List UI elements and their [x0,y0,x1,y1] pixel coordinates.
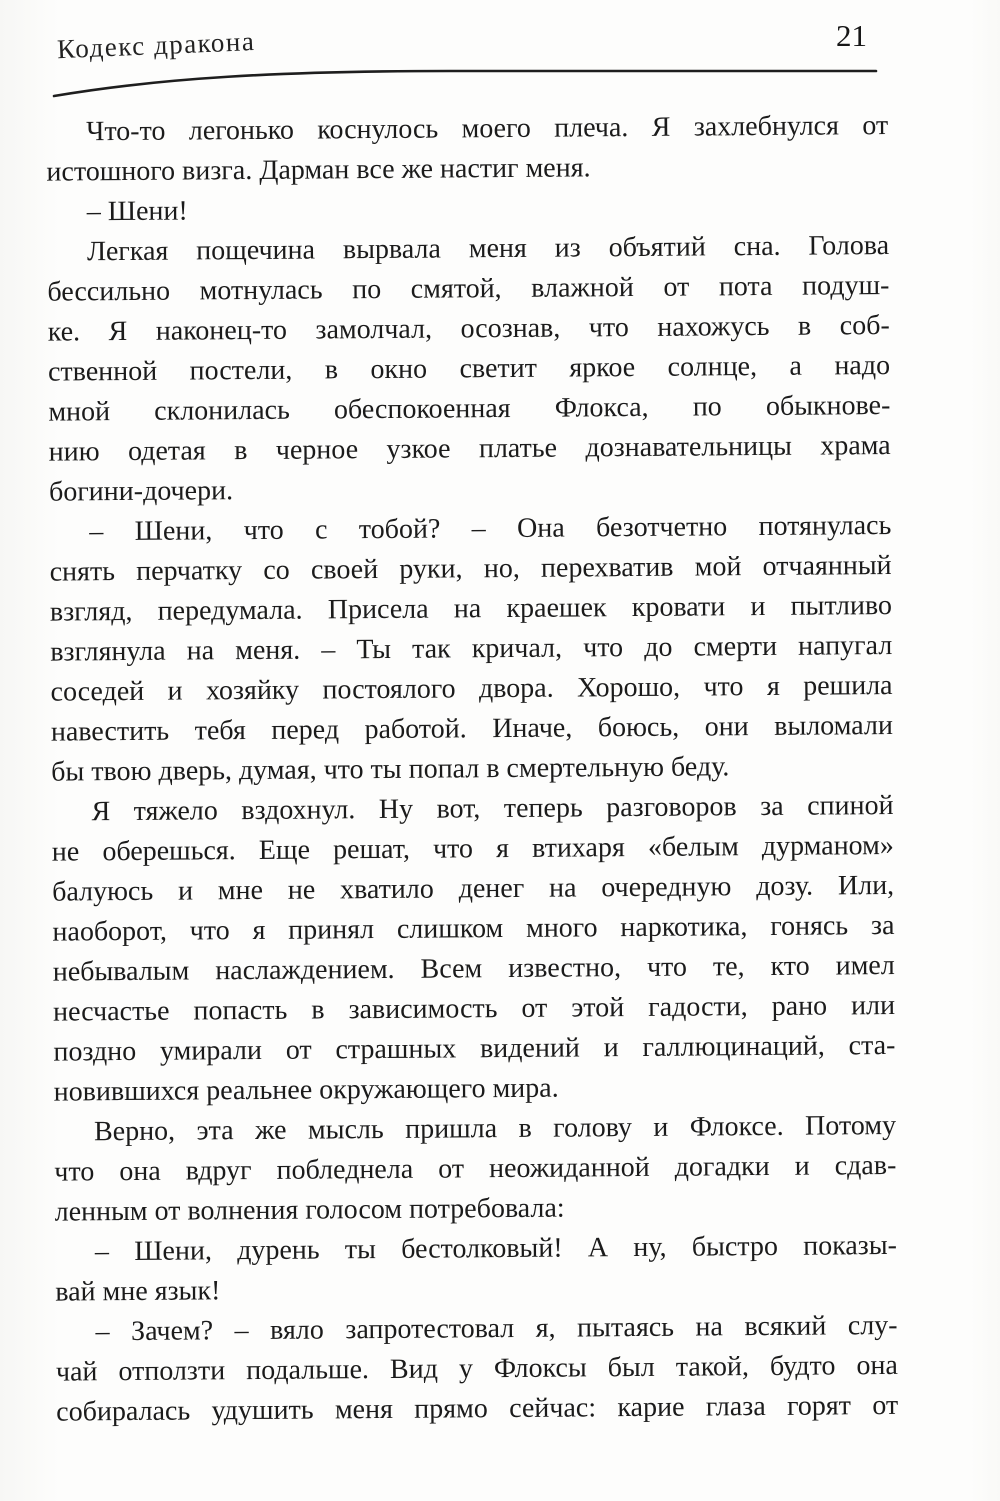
header-rule [50,58,885,100]
text-line: – Шени, дурень ты бестолковый! А ну, быстро показы- [94,1229,898,1268]
text-line: несчастье попасть в зависимость от этой гадости, рано или [52,989,896,1028]
text-line: богини-дочери. [48,475,234,508]
paragraph [55,1306,898,1433]
text-line: Что-то легонько коснулось моего плеча. Я захлебнулся от [86,109,889,148]
paragraph [47,226,891,513]
text-line: ленным от волнения голосом потребовала: [54,1192,565,1228]
text-line: поздно умирали от страшных видений и галлюцинаций, ста- [53,1029,896,1068]
text-line: снять перчатку со своей руки, но, перехватив мой отчаянный [49,549,892,588]
text-line: что она вдруг побледнела от неожиданной догадки и сдав- [54,1149,897,1188]
text-line: Верно, эта же мысль пришла в голову и Флоксе. Потому [93,1109,897,1148]
text-line: новившихся реальнее окружающего мира. [53,1072,559,1108]
paragraph [55,1226,898,1313]
text-line: – Шени! [86,195,188,228]
text-line: вай мне язык! [55,1275,221,1308]
text-line: Я тяжело вздохнул. Ну вот, теперь разговоров за спиной [91,789,894,828]
text-line: взгляд, передумала. Присела на краешек кровати и пытливо [49,589,893,628]
text-line: навестить тебя перед работой. Иначе, боюсь, они выломали [50,709,893,748]
paragraph [46,106,889,193]
text-line: Легкая пощечина вырвала меня из объятий сна. Голова [86,229,890,268]
text-line: истошного визга. Дарман все же настиг меня. [46,152,591,188]
text-line: бы твою дверь, думая, что ты попал в смертельную беду. [51,751,730,788]
paragraph [47,186,889,233]
text-line: – Зачем? – вяло запротестовал я, пытаясь на всякий слу- [95,1309,898,1348]
running-title: Кодекс дракона [56,26,256,65]
text-line: бессильно мотнулась по смятой, влажной от пота подуш- [47,269,890,308]
text-line: мной склонилась обеспокоенная Флокса, по обыкнове- [48,389,891,428]
text-line: взглянула на меня. – Ты так кричал, что до смерти напугал [50,629,893,668]
text-line: соседей и хозяйку постоялого двора. Хорошо, что я решила [50,669,893,708]
paragraph [51,786,895,1113]
text-line: наоборот, что я принял слишком много наркотика, гонясь за [52,909,895,948]
text-line: ке. Я наконец-то замолчал, осознав, что нахожусь в соб- [47,309,890,348]
page-number: 21 [836,18,867,53]
text-line: балуюсь и мне не хватило денег на очередную дозу. Или, [52,869,895,908]
text-line: чай отползти подальше. Вид у Флоксы был такой, будто она [55,1349,899,1388]
text-line: – Шени, что с тобой? – Она безотчетно потянулась [89,509,892,548]
paragraph [49,506,893,793]
body-text [46,106,898,1433]
text-line: собиралась удушить меня прямо сейчас: карие глаза горят от [56,1389,899,1428]
text-line: ственной постели, в окно светит яркое солнце, а надо [47,349,891,388]
text-line: не оберешься. Еще решат, что я втихаря «белым дурманом» [51,829,894,868]
text-line: нию одетая в черное узкое платье дознавательницы храма [48,429,891,468]
paragraph [54,1106,897,1233]
text-line: небывалым наслаждением. Всем известно, что те, кто имел [52,949,895,988]
